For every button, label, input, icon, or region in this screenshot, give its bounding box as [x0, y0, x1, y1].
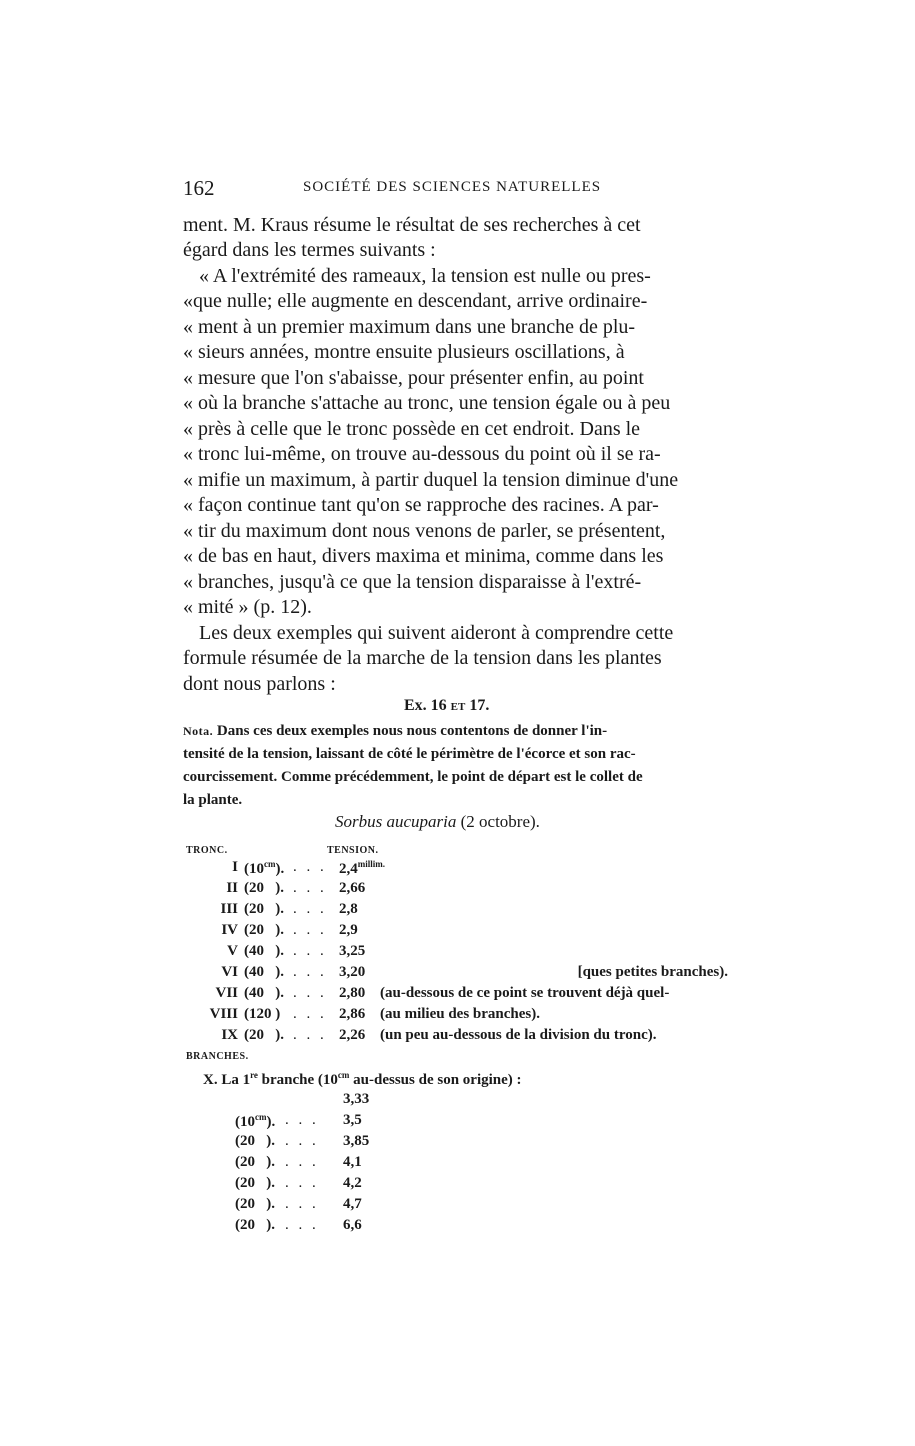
body-line: « A l'extrémité des rameaux, la tension est nulle ou pres-: [199, 265, 651, 287]
row-value: 3,25: [339, 943, 366, 959]
branch-intro-sup: re: [250, 1070, 258, 1080]
table-row: [183, 1006, 728, 1026]
row-dots: . . .: [293, 922, 327, 938]
branch-length-value: (20: [235, 1175, 255, 1191]
row-roman: III: [220, 901, 238, 917]
row-roman: II: [226, 880, 238, 896]
row-dots: . . .: [293, 1027, 327, 1043]
species-date: (2 octobre).: [460, 812, 540, 831]
branch-dots: . . .: [285, 1133, 319, 1149]
branch-length: [235, 1196, 275, 1213]
row-length: [244, 1027, 284, 1044]
table-row: [183, 943, 728, 963]
species-caption: [335, 812, 540, 832]
nota-line: la plante.: [183, 792, 243, 808]
branch-value: 6,6: [343, 1217, 362, 1233]
row-length-value: (20: [244, 880, 264, 896]
row-length-value: (20: [244, 901, 264, 917]
row-length-close: ).: [275, 922, 284, 938]
row-length-value: (10: [244, 861, 264, 877]
branch-length: [235, 1133, 275, 1150]
branch-length-close: ).: [266, 1175, 275, 1191]
row-length: [244, 880, 284, 897]
branch-length: [235, 1154, 275, 1171]
branch-length-close: ).: [266, 1154, 275, 1170]
row-length-close: ).: [275, 901, 284, 917]
row-length: [244, 985, 284, 1002]
row-length-close: ).: [275, 964, 284, 980]
row-roman: IV: [221, 922, 238, 938]
row-dots: . . .: [293, 1006, 327, 1022]
row-value-unit: millim.: [357, 859, 385, 869]
row-length: [244, 943, 284, 960]
row-length: [244, 1006, 280, 1023]
row-length-close: ).: [275, 943, 284, 959]
example-et: ET: [450, 701, 466, 713]
branch-length-value: (20: [235, 1217, 255, 1233]
branch-intro-suffix: au-dessus de son origine) :: [349, 1072, 522, 1088]
row-value: 2,86: [339, 1006, 366, 1022]
branch-length-value: (20: [235, 1196, 255, 1212]
row-roman: IX: [221, 1027, 238, 1043]
row-roman: I: [232, 859, 238, 875]
page-number: 162: [183, 176, 215, 200]
row-length: [244, 922, 284, 939]
branch-value: 3,85: [343, 1133, 370, 1149]
branch-value: 3,5: [343, 1112, 362, 1128]
branch-value: 4,1: [343, 1154, 362, 1170]
row-roman: VII: [215, 985, 238, 1001]
running-title: SOCIÉTÉ DES SCIENCES NATURELLES: [303, 179, 602, 195]
branch-length: [235, 1217, 275, 1234]
row-note: (un peu au-dessous de la division du tronc).: [380, 1027, 657, 1043]
example-ex: Ex. 16: [404, 697, 447, 714]
branch-length-close: ).: [266, 1196, 275, 1212]
row-roman: V: [227, 943, 238, 959]
table-row: [183, 901, 728, 921]
branch-dots: . . .: [285, 1112, 319, 1128]
row-value: 2,66: [339, 880, 366, 896]
row-dots: . . .: [293, 985, 327, 1001]
row-value: [339, 859, 385, 878]
row-length-close: ): [275, 1006, 281, 1022]
branch-length-value: (10: [235, 1114, 255, 1130]
body-line: « près à celle que le tronc possède en cet endroit. Dans le: [183, 418, 641, 440]
body-line: ment. M. Kraus résume le résultat de ses recherches à cet: [183, 214, 641, 236]
branch-length-unit: cm: [255, 1112, 267, 1122]
example-num: 17.: [469, 697, 490, 714]
branch-dots: . . .: [285, 1196, 319, 1212]
row-dots: . . .: [293, 880, 327, 896]
branch-length: [235, 1112, 275, 1131]
branch-intro-prefix: X. La 1: [203, 1072, 251, 1088]
body-line: « sieurs années, montre ensuite plusieurs oscillations, à: [183, 341, 625, 363]
branch-intro: [203, 1070, 703, 1090]
nota-line: [183, 723, 728, 740]
row-note: (au milieu des branches).: [380, 1006, 541, 1022]
row-value: 2,8: [339, 901, 358, 917]
branch-intro-mid: branche (10: [257, 1072, 338, 1088]
branch-length-value: (20: [235, 1133, 255, 1149]
table-row: [183, 880, 728, 900]
col-tronc-header: TRONC.: [186, 845, 228, 856]
row-length-close: ).: [275, 880, 284, 896]
body-line: « façon continue tant qu'on se rapproche des racines. A par-: [183, 494, 659, 516]
body-line: « tir du maximum dont nous venons de parler, se présentent,: [183, 520, 666, 542]
page-header: [183, 176, 723, 202]
body-line: Les deux exemples qui suivent aideront à comprendre cette: [199, 622, 674, 644]
branch-length: [235, 1175, 275, 1192]
body-line: «que nulle; elle augmente en descendant, arrive ordinaire-: [183, 290, 648, 312]
row-value: 2,9: [339, 922, 358, 938]
table-row: [183, 1027, 728, 1047]
body-line: « mesure que l'on s'abaisse, pour présenter enfin, au point: [183, 367, 644, 389]
row-value: 2,80: [339, 985, 366, 1001]
nota-line: courcissement. Comme précédemment, le point de départ est le collet de: [183, 769, 643, 785]
body-line: « de bas en haut, divers maxima et minima, comme dans les: [183, 545, 664, 567]
row-value: 2,26: [339, 1027, 366, 1043]
branch-intro-unit: cm: [337, 1070, 350, 1080]
body-line: « branches, jusqu'à ce que la tension disparaisse à l'extré-: [183, 571, 642, 593]
row-length-close: ).: [275, 861, 285, 877]
body-line: « où la branche s'attache au tronc, une tension égale ou à peu: [183, 392, 671, 414]
row-value-number: 2,4: [339, 861, 358, 877]
branch-dots: . . .: [285, 1217, 319, 1233]
row-length-close: ).: [275, 985, 284, 1001]
branches-heading: BRANCHES.: [186, 1051, 249, 1062]
row-value: 3,20: [339, 964, 366, 980]
row-length-value: (20: [244, 1027, 264, 1043]
row-length-value: (40: [244, 964, 264, 980]
body-line: égard dans les termes suivants :: [183, 239, 436, 261]
branch-first-value: 3,33: [343, 1091, 370, 1107]
branch-dots: . . .: [285, 1154, 319, 1170]
table-row: [183, 964, 728, 984]
branch-value: 4,2: [343, 1175, 362, 1191]
example-heading: [404, 697, 489, 715]
body-line: « ment à un premier maximum dans une branche de plu-: [183, 316, 636, 338]
branch-length-close: ).: [266, 1114, 276, 1130]
body-line: « tronc lui-même, on trouve au-dessous du point où il se ra-: [183, 443, 661, 465]
row-length-value: (120: [244, 1006, 272, 1022]
row-length-value: (40: [244, 943, 264, 959]
row-length-unit: cm: [264, 859, 276, 869]
branch-length-value: (20: [235, 1154, 255, 1170]
row-roman: VI: [221, 964, 238, 980]
branch-length-close: ).: [266, 1133, 275, 1149]
row-roman: VIII: [209, 1006, 238, 1022]
row-dots: . . .: [293, 943, 327, 959]
nota-line: tensité de la tension, laissant de côté le périmètre de l'écorce et son rac-: [183, 746, 636, 762]
row-length-value: (40: [244, 985, 264, 1001]
table-row: [183, 985, 728, 1005]
body-line: dont nous parlons :: [183, 673, 336, 695]
nota-text: Dans ces deux exemples nous nous contentons de donner l'in-: [216, 723, 608, 739]
row-note: (au-dessous de ce point se trouvent déjà quel-: [380, 985, 670, 1001]
row-length: [244, 901, 284, 918]
row-length-value: (20: [244, 922, 264, 938]
body-line: « mifie un maximum, à partir duquel la tension diminue d'une: [183, 469, 679, 491]
row-dots: . . .: [293, 859, 327, 875]
col-tension-header: TENSION.: [327, 845, 379, 856]
table-row: [183, 859, 728, 879]
row-note: [ques petites branches).: [577, 964, 728, 980]
species-name: Sorbus aucuparia: [335, 812, 457, 831]
body-line: « mité » (p. 12).: [183, 596, 312, 618]
nota-label: Nota.: [183, 724, 214, 738]
row-dots: . . .: [293, 964, 327, 980]
row-dots: . . .: [293, 901, 327, 917]
row-length: [244, 859, 284, 878]
branch-dots: . . .: [285, 1175, 319, 1191]
table-row: [183, 922, 728, 942]
row-length: [244, 964, 284, 981]
body-line: formule résumée de la marche de la tension dans les plantes: [183, 647, 662, 669]
branch-value: 4,7: [343, 1196, 362, 1212]
row-length-close: ).: [275, 1027, 284, 1043]
branch-length-close: ).: [266, 1217, 275, 1233]
